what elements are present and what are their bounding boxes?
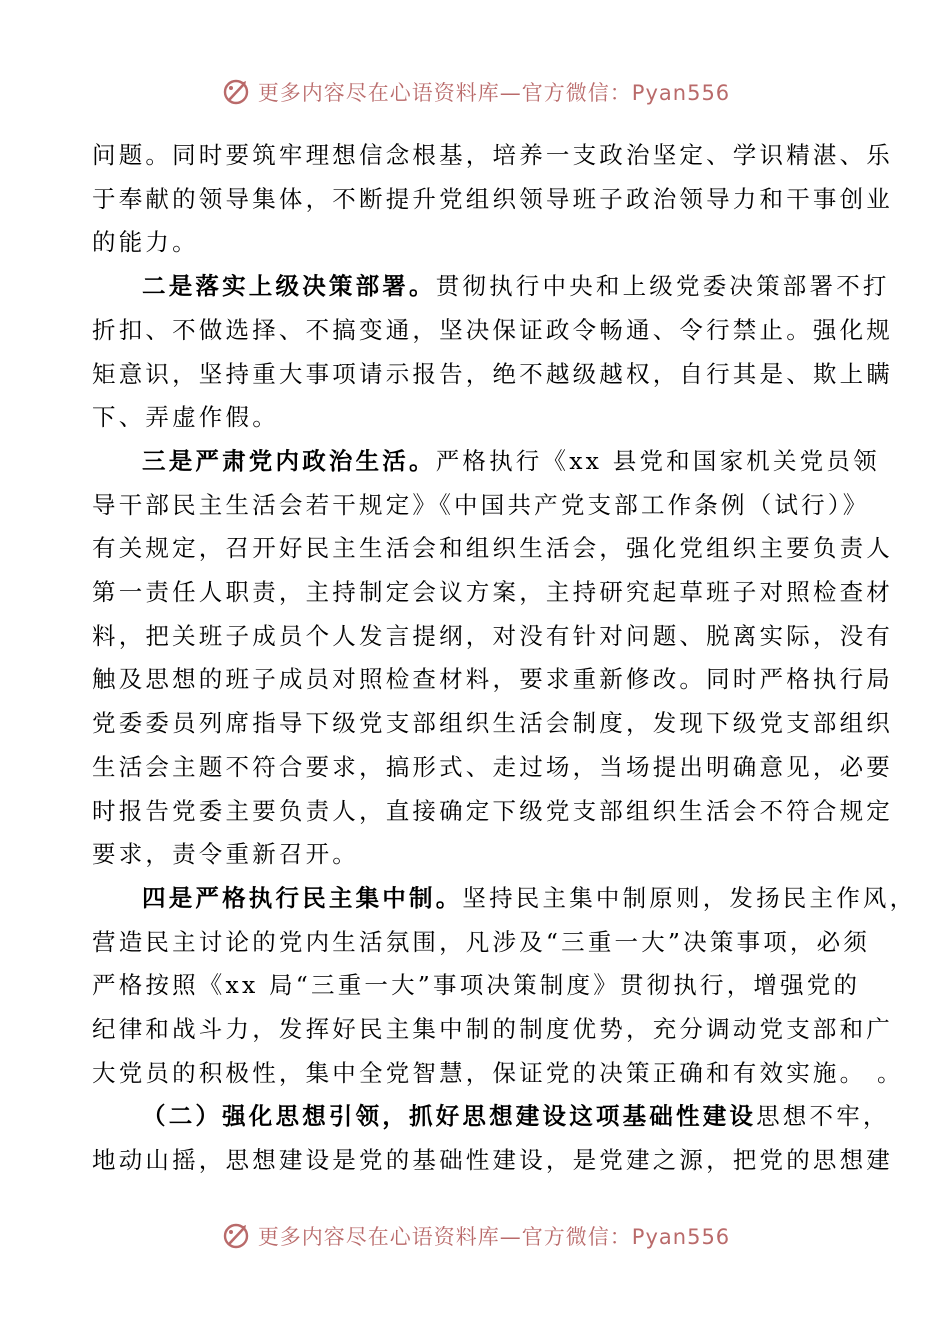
text-line: 时报告党委主要负责人，直接确定下级党支部组织生活会不符合规定	[92, 796, 893, 825]
header-watermark-text: 更多内容尽在心语资料库—官方微信：Pyan556	[257, 81, 731, 105]
text-line: 大党员的积极性，集中全党智慧，保证党的决策正确和有效实施。 。	[92, 1058, 904, 1087]
text-line: 要求，责令重新召开。	[92, 840, 359, 869]
section-paragraph	[92, 1095, 893, 1182]
section-heading: （二）强化思想引领，抓好思想建设这项基础性建设	[142, 1102, 757, 1131]
paragraph	[92, 877, 917, 1096]
text-line: 纪律和战斗力，发挥好民主集中制的制度优势，充分调动党支部和广	[92, 1015, 893, 1044]
text-line: 第一责任人职责，主持制定会议方案，主持研究起草班子对照检查材	[92, 578, 893, 607]
text-line: 问题。同时要筑牢理想信念根基，培养一支政治坚定、学识精湛、乐	[92, 141, 893, 169]
text-line: 于奉献的领导集体，不断提升党组织领导班子政治领导力和干事创业	[92, 184, 893, 213]
text-run: 坚持民主集中制原则，发扬民主作风，	[462, 883, 917, 912]
text-line: 折扣、不做选择、不搞变通，坚决保证政令畅通、令行禁止。强化规	[92, 315, 893, 344]
footer-watermark	[0, 1216, 950, 1256]
text-line: 下、弄虚作假。	[92, 403, 279, 432]
paragraph-lead: 二是落实上级决策部署。	[142, 272, 436, 301]
text-line	[92, 877, 917, 921]
logo-icon	[220, 75, 254, 109]
text-line: 营造民主讨论的党内生活氛围，凡涉及“三重一大”决策事项，必须	[92, 927, 871, 956]
paragraph	[92, 134, 893, 265]
text-line: 矩意识，坚持重大事项请示报告，绝不越级越权，自行其是、欺上瞒	[92, 359, 893, 388]
footer-watermark-text: 更多内容尽在心语资料库—官方微信：Pyan556	[257, 1225, 731, 1249]
text-run: 思想不牢，	[756, 1102, 890, 1131]
text-line: 严格按照《xx 局“三重一大”事项决策制度》贯彻执行，增强党的	[92, 971, 861, 1000]
logo-icon	[220, 1219, 254, 1253]
text-line	[92, 1095, 890, 1139]
paragraph-lead: 四是严格执行民主集中制。	[142, 883, 463, 912]
header-watermark	[0, 72, 950, 112]
text-line: 生活会主题不符合要求，搞形式、走过场，当场提出明确意见，必要	[92, 752, 893, 781]
document-body	[92, 134, 917, 1183]
text-line: 触及思想的班子成员对照检查材料，要求重新修改。同时严格执行局	[92, 665, 893, 694]
text-line: 党委委员列席指导下级党支部组织生活会制度，发现下级党支部组织	[92, 709, 893, 738]
text-line: 地动山摇，思想建设是党的基础性建设，是党建之源，把党的思想建	[92, 1146, 893, 1175]
text-line	[92, 440, 880, 484]
text-line: 有关规定，召开好民主生活会和组织生活会，强化党组织主要负责人	[92, 534, 893, 563]
text-run: 贯彻执行中央和上级党委决策部署不打	[435, 272, 890, 301]
paragraph	[92, 265, 893, 440]
text-line: 料，把关班子成员个人发言提纲，对没有针对问题、脱离实际，没有	[92, 621, 893, 650]
text-line: 导干部民主生活会若干规定》《中国共产党支部工作条例（试行）》	[92, 490, 870, 519]
paragraph-lead: 三是严肃党内政治生活。	[142, 446, 436, 475]
text-line	[92, 265, 890, 309]
paragraph	[92, 440, 893, 877]
text-run: 严格执行《xx 县党和国家机关党员领	[435, 446, 880, 475]
text-line: 的能力。	[92, 228, 199, 257]
